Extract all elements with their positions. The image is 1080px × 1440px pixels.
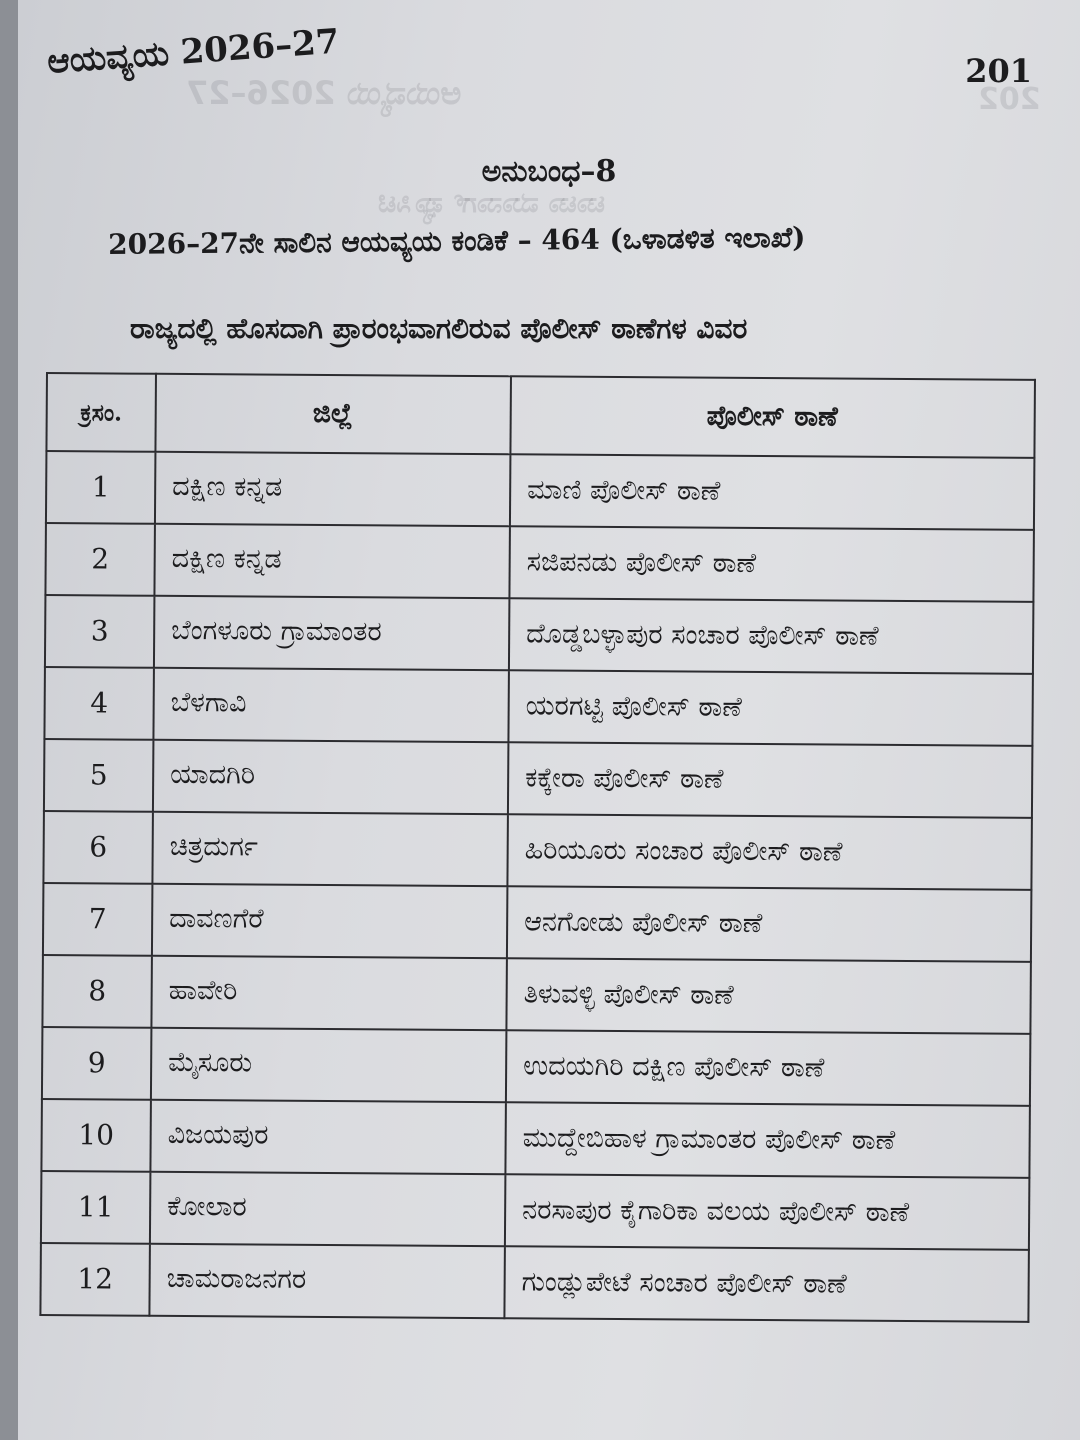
table-header-row (46, 373, 1035, 458)
serial-number-cell: 10 (41, 1099, 150, 1172)
police-station-cell: ಯರಗಟ್ಟಿ ಪೊಲೀಸ್ ಠಾಣೆ (508, 670, 1032, 746)
serial-number-cell: 2 (45, 523, 154, 596)
police-station-cell: ದೊಡ್ಡಬಳ್ಳಾಪುರ ಸಂಚಾರ ಪೊಲೀಸ್ ಠಾಣೆ (509, 598, 1033, 674)
serial-number-cell: 6 (43, 811, 152, 884)
police-station-cell: ಕಕ್ಕೇರಾ ಪೊಲೀಸ್ ಠಾಣೆ (508, 742, 1032, 818)
district-cell: ಯಾದಗಿರಿ (153, 740, 508, 814)
table-row (43, 883, 1031, 962)
table-row (41, 1099, 1029, 1178)
page-number: 201 (965, 52, 1032, 90)
header-serial-number: ಕ್ರಸಂ. (46, 373, 156, 452)
document-page (18, 0, 1080, 1440)
serial-number-cell: 8 (42, 955, 152, 1028)
table-row (46, 451, 1034, 530)
serial-number-cell: 4 (44, 667, 154, 740)
table-row (41, 1171, 1029, 1250)
header-district: ಜಿಲ್ಲೆ (155, 374, 511, 454)
bleed-through-page-number: 202 (978, 82, 1041, 117)
budget-paragraph-title: 2026–27ನೇ ಸಾಲಿನ ಆಯವ್ಯಯ ಕಂಡಿಕೆ – 464 (ಒಳಾಡಳಿತ ಇಲಾಖೆ) (108, 220, 806, 261)
table-row (43, 811, 1031, 890)
serial-number-cell: 1 (46, 451, 156, 524)
header-police-station: ಪೊಲೀಸ್ ಠಾಣೆ (510, 376, 1035, 458)
table-title: ರಾಜ್ಯದಲ್ಲಿ ಹೊಸದಾಗಿ ಪ್ರಾರಂಭವಾಗಲಿರುವ ಪೊಲೀಸ್ ಠಾಣೆಗಳ ವಿವರ (130, 312, 748, 345)
bleed-through-header: ಆಯವ್ಯಯ 2026–27 (186, 74, 462, 112)
serial-number-cell: 7 (43, 883, 153, 956)
serial-number-cell: 12 (40, 1243, 149, 1316)
table-row (42, 1027, 1030, 1106)
table-row (44, 739, 1032, 818)
table-row (42, 955, 1030, 1034)
table-row (44, 667, 1032, 746)
district-cell: ಚಾಮರಾಜನಗರ (149, 1244, 504, 1318)
table-row (45, 595, 1033, 674)
district-cell: ಬೆಂಗಳೂರು ಗ್ರಾಮಾಂತರ (154, 596, 509, 670)
police-station-cell: ಆನಗೋಡು ಪೊಲೀಸ್ ಠಾಣೆ (507, 886, 1031, 962)
police-station-cell: ಮುದ್ದೇಬಿಹಾಳ ಗ್ರಾಮಾಂತರ ಪೊಲೀಸ್ ಠಾಣೆ (505, 1102, 1029, 1178)
table-row (40, 1243, 1028, 1322)
police-station-cell: ತಿಳುವಳ್ಳಿ ಪೊಲೀಸ್ ಠಾಣೆ (506, 958, 1030, 1034)
serial-number-cell: 3 (45, 595, 154, 668)
district-cell: ಹಾವೇರಿ (151, 956, 506, 1030)
annex-title: ಅನುಬಂಧ–8 (481, 154, 617, 189)
police-stations-table (39, 372, 1036, 1323)
district-cell: ಚಿತ್ರದುರ್ಗ (152, 812, 507, 886)
district-cell: ಬೆಳಗಾವಿ (153, 668, 508, 742)
police-station-cell: ಉದಯಗಿರಿ ದಕ್ಷಿಣ ಪೊಲೀಸ್ ಠಾಣೆ (506, 1030, 1030, 1106)
serial-number-cell: 9 (42, 1027, 151, 1100)
police-station-cell: ಸಜಿಪನಡು ಪೊಲೀಸ್ ಠಾಣೆ (509, 526, 1033, 602)
police-station-cell: ಮಾಣಿ ಪೊಲೀಸ್ ಠಾಣೆ (510, 454, 1034, 530)
table-row (45, 523, 1033, 602)
district-cell: ಮೈಸೂರು (151, 1028, 506, 1102)
police-station-cell: ಗುಂಡ್ಲುಪೇಟೆ ಸಂಚಾರ ಪೊಲೀಸ್ ಠಾಣೆ (504, 1246, 1028, 1322)
district-cell: ದಕ್ಷಿಣ ಕನ್ನಡ (155, 452, 510, 526)
serial-number-cell: 11 (41, 1171, 151, 1244)
district-cell: ವಿಜಯಪುರ (150, 1100, 505, 1174)
district-cell: ದಕ್ಷಿಣ ಕನ್ನಡ (154, 524, 509, 598)
serial-number-cell: 5 (44, 739, 153, 812)
police-station-cell: ಹಿರಿಯೂರು ಸಂಚಾರ ಪೊಲೀಸ್ ಠಾಣೆ (507, 814, 1031, 890)
district-cell: ದಾವಣಗೆರೆ (152, 884, 507, 958)
police-station-cell: ನರಸಾಪುರ ಕೈಗಾರಿಕಾ ವಲಯ ಪೊಲೀಸ್ ಠಾಣೆ (505, 1174, 1029, 1250)
district-cell: ಕೋಲಾರ (150, 1172, 505, 1246)
bleed-through-title: ಟಾಟಾ ಮಾನಾಗ್ ಫ್ಯಾಸಿಟಿ (378, 186, 605, 219)
running-header: ಆಯವ್ಯಯ 2026–27 (46, 21, 341, 82)
